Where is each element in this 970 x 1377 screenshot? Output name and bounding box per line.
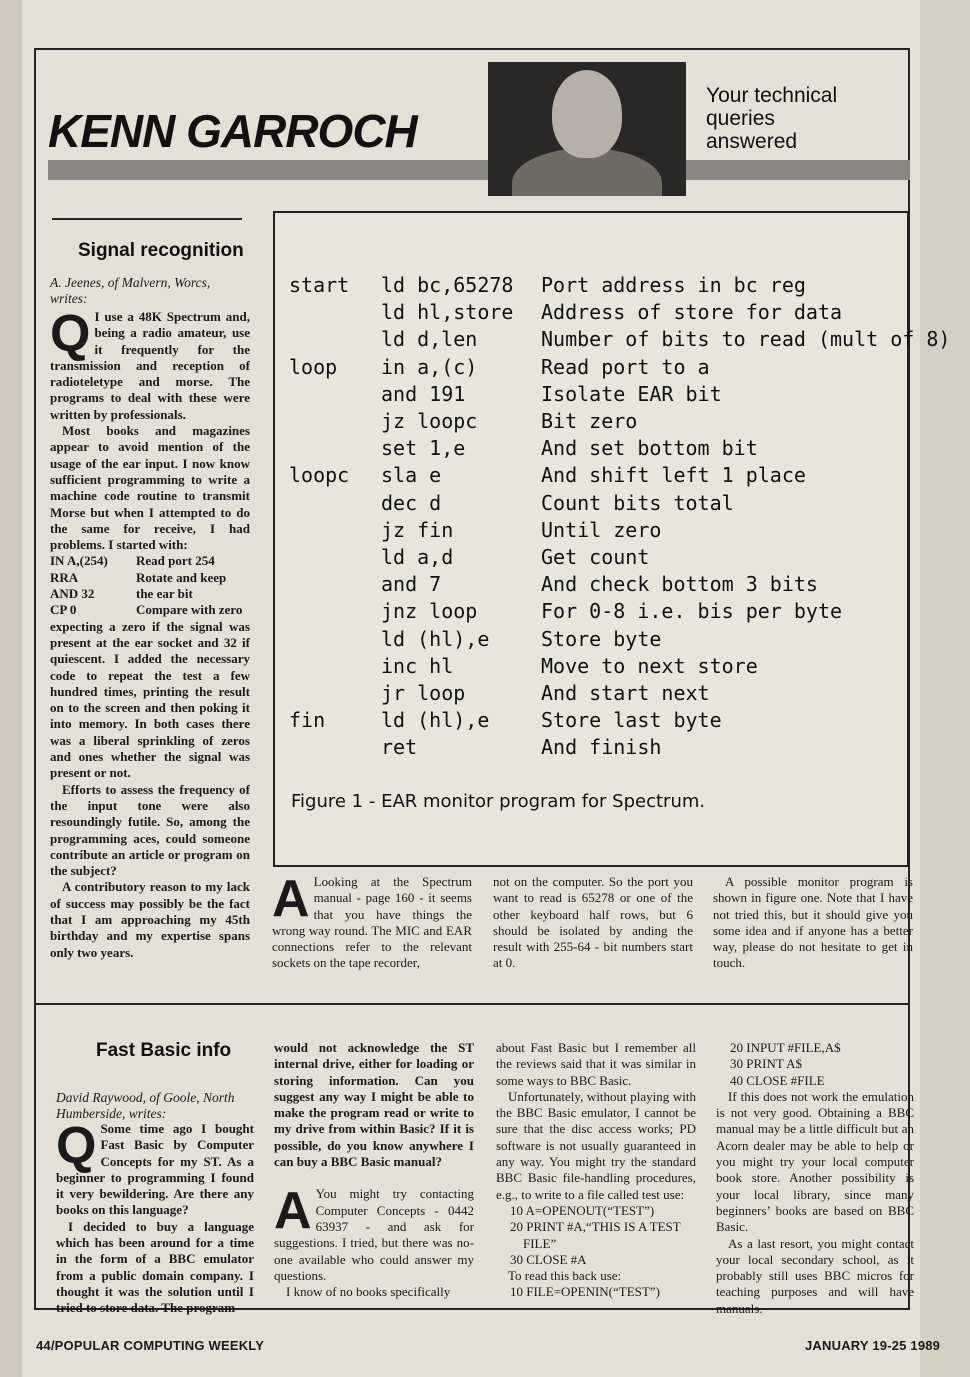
article1-byline: A. Jeenes, of Malvern, Worcs, writes: xyxy=(50,275,211,306)
listing-comment: Port address in bc reg xyxy=(541,273,806,297)
dropcap-q: Q xyxy=(50,305,91,363)
listing-instruction: sla e xyxy=(381,463,442,488)
listing-instruction: jz fin xyxy=(381,517,454,542)
listing-instruction: ld bc,65278 xyxy=(381,273,514,297)
listing-comment: Store last byte xyxy=(541,708,722,733)
dropcap-a: A xyxy=(272,870,310,928)
listing-instruction: ret xyxy=(381,735,418,760)
listing-comment: For 0-8 i.e. bis per byte xyxy=(541,599,843,624)
header-bar xyxy=(48,160,910,180)
article-title-fast-basic-info: Fast Basic info xyxy=(96,1040,232,1061)
question-code: IN A,(254) Read port 254 RRA Rotate and keep AND 32 the ear bit CP 0 Compare with zero xyxy=(50,553,243,618)
listing-instruction: ld hl,store xyxy=(381,300,514,325)
listing-comment: And set bottom bit xyxy=(541,436,758,461)
article2-col4: 20 INPUT #FILE,A$ 30 PRINT A$ 40 CLOSE #FILE If this does not work the emulation is not very good. Obtaining a BBC manual may be a little difficult but an Acorn dealer may be able to help or you might try your local computer book store. Another possibility is your local library, since many beginners’ books are based on BBC Basic. As a last resort, you might contact your local secondary school, as it probably still uses BBC micros for teaching purposes and will have manuals. xyxy=(716,1040,914,1316)
article1-answer-col2: not on the computer. So the port you want to read is 65278 or one of the other keyboard half rows, but 6 should be isolated by anding the result with 255-64 - bit numbers start at 0. xyxy=(493,874,693,971)
listing-comment: And start next xyxy=(541,681,710,705)
listing-comment: Number of bits to read (mult of 8) xyxy=(541,327,951,352)
author-photo xyxy=(488,62,686,196)
article2-question-col1: Q Some time ago I bought Fast Basic by Computer Concepts for my ST. As a beginner to programming I found it very bewildering. Are there any books on this language? I decided to buy a language which has been around for a time in the form of a BBC emulator from a public domain company. I thought it was the solution until I tried to store data. The program xyxy=(56,1117,254,1316)
dropcap-q2: Q xyxy=(56,1117,97,1175)
dropcap-a2: A xyxy=(274,1182,312,1241)
listing-instruction: and 7 xyxy=(381,572,442,597)
listing-instruction: jr loop xyxy=(381,681,466,705)
listing-comment: And finish xyxy=(541,735,662,760)
listing-comment: Store byte xyxy=(541,626,662,651)
article2-col3: about Fast Basic but I remember all the reviews said that it was similar in some ways to BBC Basic. Unfortunately, without playing with the BBC Basic emulator, I cannot be sure that the disc access works; PD software is not usually guaranteed in any way. You might try the standard BBC Basic file-handling procedures, e.g., to write to a file called test use: 10 A=OPENOUT(“TEST”) 20 PRINT #A,“THIS IS A TEST FILE” 30 CLOSE #A To read this back use: 10 FILE=OPENIN(“TEST”) xyxy=(496,1040,696,1300)
listing-instruction: inc hl xyxy=(381,653,454,678)
figure-caption: Figure 1 - EAR monitor program for Spectrum. xyxy=(291,791,706,812)
article2-byline: David Raywood, of Goole, North Humberside, writes: xyxy=(56,1090,235,1121)
listing-instruction: jnz loop xyxy=(381,599,478,624)
listing-instruction: ld d,len xyxy=(381,327,478,352)
article2-col2: would not acknowledge the ST internal drive, either for loading or storing information. Can you suggest any way I might be able to make the program read or write to my drive from within Basic? If it is possible, do you know anywhere I can buy a BBC Basic manual? A You might try contacting Computer Concepts - 0442 63937 - and ask for suggestions. I tried, but there was no-one available who could answer my questions. I know of no books specifically xyxy=(274,1040,474,1300)
listing-label: loopc xyxy=(289,463,350,488)
listing-comment: Isolate EAR bit xyxy=(541,381,722,406)
write-code-block: 10 A=OPENOUT(“TEST”) 20 PRINT #A,“THIS IS A TEST FILE” 30 CLOSE #A xyxy=(510,1202,681,1267)
listing-instruction: jz loopc xyxy=(381,409,478,433)
section-divider xyxy=(34,1003,910,1005)
read-code-block: 20 INPUT #FILE,A$ 30 PRINT A$ 40 CLOSE #FILE xyxy=(730,1040,841,1088)
listing-instruction: ld a,d xyxy=(381,545,454,569)
listing-instruction: in a,(c) xyxy=(381,354,478,379)
listing-comment: Bit zero xyxy=(541,409,638,433)
article-title-signal-recognition: Signal recognition xyxy=(78,240,244,261)
article1-answer-col1: A Looking at the Spectrum manual - page 160 - it seems that you have things the wrong way round. The MIC and EAR connections refer to the relevant sockets on the tape recorder, xyxy=(272,870,472,971)
listing-instruction: dec d xyxy=(381,490,442,515)
listing-instruction: and 191 xyxy=(381,381,466,406)
right-page-edge xyxy=(920,0,970,1377)
listing-comment: And shift left 1 place xyxy=(541,463,806,488)
listing-label: fin xyxy=(289,708,326,733)
footer-date: JANUARY 19-25 1989 xyxy=(805,1338,941,1353)
listing-comment: Count bits total xyxy=(541,490,734,515)
listing-instruction: ld (hl),e xyxy=(381,708,490,733)
left-page-edge xyxy=(0,0,22,1377)
listing-comment: Move to next store xyxy=(541,653,758,678)
listing-comment: Read port to a xyxy=(541,354,710,379)
listing-instruction: ld (hl),e xyxy=(381,626,490,651)
listing-comment: And check bottom 3 bits xyxy=(541,572,818,597)
article-rule xyxy=(52,218,242,220)
footer-page-number: 44/POPULAR COMPUTING WEEKLY xyxy=(36,1338,265,1353)
header-tagline: Your technical queries answered xyxy=(706,84,838,153)
listing-comment: Address of store for data xyxy=(541,300,843,325)
listing-comment: Until zero xyxy=(541,517,662,542)
article1-question: Q I use a 48K Spectrum and, being a radio amateur, use it frequently for the transmission and reception of radioteletype and morse. The programs to deal with these were written by professionals. Most books and magazines appear to avoid mention of the usage of the ear input. I now know sufficient programming to write a machine code routine to transmit Morse but when I attempted to do the same for receive, I had problems. I started with: IN A,(254) Read port 254 RRA Rotate and keep AND 32 the ear bit CP 0 Compare with zero expecting a zero if the signal was present at the ear socket and 32 if quiescent. I added the necessary code to repeat the test a few hundred times, printing the result on to the screen and then poking it into memory. In both cases there was a liberal sprinkling of zeros and ones whether the signal was present or not. Efforts to assess the frequency of the input tone were also resoundingly futile. So, among the programming aces, could someone contribute an article or program on the subject? A contributory reason to my lack of success may possibly be the fact that I am approaching my 45th birthday and my expertise spans only two years. xyxy=(50,305,250,960)
listing-instruction: set 1,e xyxy=(381,436,466,461)
article1-answer-col3: A possible monitor program is shown in figure one. Note that I have not tried this, but it should give you some idea and if anyone has a better way, please do not hesitate to get in touch. xyxy=(713,874,913,971)
listing-label: start xyxy=(289,273,350,297)
listing-label: loop xyxy=(289,354,338,379)
columnist-name: KENN GARROCH xyxy=(48,105,417,157)
figure-1-listing xyxy=(273,211,951,867)
listing-comment: Get count xyxy=(541,545,650,569)
